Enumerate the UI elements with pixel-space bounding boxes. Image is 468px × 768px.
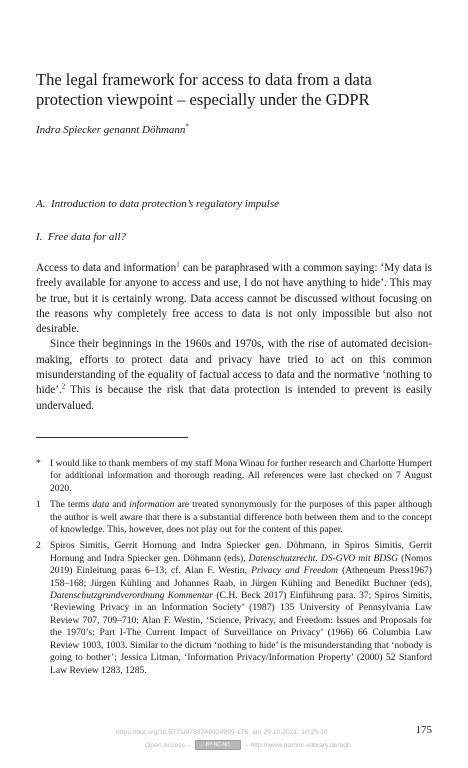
- footnote-star-text: I would like to thank members of my staff Mona Winau for further research and Charlotte Humpert for additional information and thorough reading. All references were last checked on 7 August 2020.: [50, 458, 432, 494]
- footnote-1: [36, 499, 432, 536]
- footnote-ref-1[interactable]: 1: [176, 260, 180, 269]
- footnote-2-part-c: (Nomos 2019) Einleitung paras 6–13; cf. Alan F. Westin,: [50, 552, 433, 577]
- footer-doi-link[interactable]: https://doi.org/10.5771/9783748924999-175, am 29.10.2021, 10:20:10: [116, 729, 328, 736]
- footnote-ref-2[interactable]: 2: [61, 382, 66, 391]
- footnote-2-part-a: Spiros Simitis, Gerrit Hornung and Indra Spiecker gen. Döhmann, in Spiros Simitis, Gerrit Hornung and Indra Spiecker gen. Döhmann (eds),: [50, 540, 432, 564]
- section-heading-a: A. Introduction to data protection’s regulatory impulse: [36, 198, 279, 210]
- footnote-1-mark: 1: [36, 499, 41, 511]
- section-heading-b: I. Free data for all?: [36, 231, 127, 243]
- footnote-divider: [36, 437, 188, 438]
- footnote-2-mark: 2: [36, 540, 41, 552]
- footnote-2-text: [50, 540, 432, 676]
- author-line: [36, 124, 189, 136]
- page-number: 175: [415, 724, 432, 736]
- footer-open-access: Open Access –: [145, 741, 191, 749]
- footer-agb-link[interactable]: – http://www.nomos-elibrary.de/agb: [244, 741, 351, 749]
- paragraph-1-text-b: can be paraphrased with a common saying: ‘My data is freely available for anyone to access and use, I do not have anything to hide’. This may be true, but it is certainly wrong. Data access cannot be discussed without focusing on the reasons why completely free access to data is not only impossible but also not desirable.: [36, 262, 432, 336]
- footnote-2-italic-kommentar: Datenschutzgrundverordnung Kommentar: [50, 590, 214, 602]
- footnote-star-mark: *: [36, 458, 41, 469]
- paragraph-2-text-b: This is because the risk that data protection is intended to prevent is easily undervalued.: [36, 384, 432, 412]
- footnote-1-text: [50, 499, 432, 536]
- footnote-1-italic-data: data: [92, 499, 110, 511]
- footnote-1-italic-information: information: [129, 499, 175, 511]
- footnotes: [36, 458, 432, 681]
- paper-title: The legal framework for access to data from a data protection viewpoint – especially under the GDPR: [36, 70, 372, 109]
- body-text: [36, 261, 432, 414]
- footnote-1-part-a: The terms: [50, 499, 93, 511]
- footnote-2-italic-datenschutzrecht: Datenschutzrecht. DS-GVO mit BDSG: [248, 552, 399, 564]
- cc-license-icon[interactable]: BY-NC-ND: [195, 740, 241, 750]
- footnote-1-part-c: and: [109, 499, 130, 511]
- paragraph-1: [36, 261, 432, 337]
- paragraph-2-text-a: Since their beginnings in the 1960s and 1970s, with the rise of automated decision-making, efforts to protect data and privacy have tried to act on this common misunderstanding of the equality of factual access to data and the normative ‘nothing to hide’.: [36, 338, 432, 397]
- footer-license-line: [145, 740, 351, 750]
- footnote-2-part-e: (Atheneum Press1967) 158–168; Jürgen Kühling and Johannes Raab, in Jürgen Kühling and Benedikt Buchner (eds),: [50, 565, 432, 589]
- paragraph-2: [36, 337, 432, 413]
- footnote-2-italic-privacy-freedom: Privacy and Freedom: [251, 565, 338, 577]
- footnote-star: [36, 458, 432, 495]
- author-name: Indra Spiecker genannt Döhmann: [36, 124, 186, 136]
- footnote-2: [36, 540, 432, 676]
- footnote-2-part-g: (C.H. Beck 2017) Einführung para. 37; Spiros Simitis, ‘Reviewing Privacy in an Information Society’ (1987) 135 University of Pennsylvania Law Review 707, 709–710; Alan F. Westin, ‘Science, Privacy, and Freedom: Issues and Proposals for the 1970’s: Part I-The Current Impact of Surveillance on Privacy’ (1966) 66 Columbia Law Review 1003, 1003. Similar to the dictum ‘nothing to hide’ is the misunderstanding that ‘nobody is going to bother’; Jessica Litman, ‘Information Privacy/Information Property’ (2000) 52 Stanford Law Review 1283, 1285.: [50, 590, 432, 676]
- footnote-1-part-e: are treated synonymously for the purposes of this paper although the author is well aware that there is a substantial difference both between them and to the concept of knowledge. This, however, does not play out for the content of this paper.: [50, 499, 432, 536]
- author-footnote-mark[interactable]: *: [185, 122, 189, 131]
- paragraph-1-text-a: Access to data and information: [36, 262, 177, 274]
